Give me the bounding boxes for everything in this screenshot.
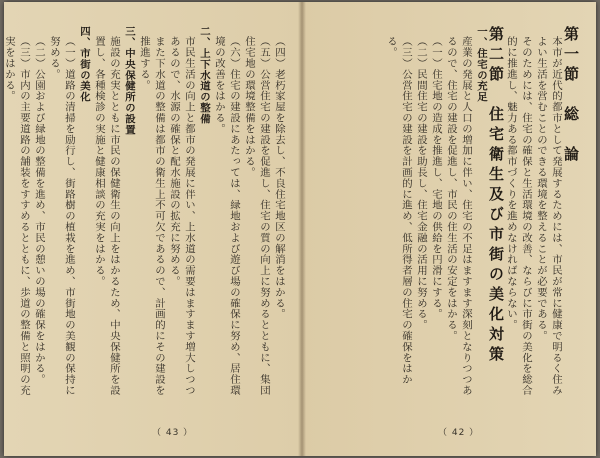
- body-paragraph: （一）道路の清掃を励行し、街路樹の植栽を進め、市街地の美観の保持に努める。: [48, 36, 75, 397]
- body-paragraph: また下水道の整備は都市の衛生上不可欠であるので、計画的にその建設を推進する。: [138, 36, 165, 397]
- subsection-heading: 二、上下水道の整備: [198, 26, 210, 125]
- subsection-heading: 三、中央保健所の設置: [123, 26, 135, 135]
- body-paragraph: 施設の充実とともに市民の保健衛生の向上をはかるため、中央保健所を設置し、各種検診の実施と健康相談の充実をはかる。: [93, 36, 120, 397]
- body-paragraph: （四）老朽家屋を除去し、不良住宅地区の解消をはかる。: [273, 36, 285, 320]
- page-number: （ 43 ）: [152, 428, 194, 438]
- body-paragraph: （三）市内の主要道路の舗装をすすめるとともに、歩道の整備と照明の充実をはかる。: [3, 36, 30, 397]
- body-paragraph: （二）公園および緑地の整備を進め、市民の憩いの場の確保をはかる。: [33, 36, 45, 386]
- body-paragraph: （二）民間住宅の建設を助長し、住宅金融の活用に努める。: [415, 36, 427, 331]
- left-page-body: [3, 26, 286, 406]
- body-paragraph: 産業の発展と人口の増加に伴い、住宅の不足はますます深刻となりつつあるので、住宅の建設を促進し、市民の住生活の安定をはかる。: [445, 36, 472, 397]
- body-paragraph: （一）住宅地の造成を推進し、宅地の供給を円滑にする。: [430, 36, 442, 320]
- chapter-title: 第一節 総 論: [562, 26, 580, 166]
- book-gutter: [298, 2, 306, 456]
- body-paragraph: そのためには、住宅の確保と生活環境の改善、ならびに市街の美化を総合的に推進し、魅力ある都市づくりを進めなければならない。: [505, 36, 532, 397]
- page-number: （ 42 ）: [438, 428, 480, 438]
- right-page: [300, 2, 596, 456]
- subsection-heading: 四、市街の美化: [78, 26, 90, 103]
- body-paragraph: 本市が近代的都市として発展するためには、市民が常に健康で明るく住みよい生活を営むことのできる環境を整えることが必要である。: [535, 36, 562, 397]
- body-paragraph: （三）公営住宅の建設を計画的に進め、低所得者層の住宅の確保をはかる。: [385, 36, 412, 386]
- body-paragraph: （五）公営住宅の建設を促進し、住宅の質の向上に努めるとともに、集団住宅地の環境整備をはかる。: [243, 36, 270, 397]
- body-paragraph: 市民生活の向上と都市の発展に伴い、上水道の需要はますます増大しつつあるので、水源の確保と配水施設の拡充に努める。: [168, 36, 195, 397]
- subsection-heading: 一、住宅の充足: [475, 26, 487, 103]
- right-page-body: [316, 26, 578, 406]
- left-page: [4, 2, 300, 456]
- book-spread: [4, 2, 596, 456]
- section-title: 第二節 住宅衛生及び市街の美化対策: [487, 26, 505, 366]
- body-paragraph: （六）住宅の建設にあたっては、緑地および遊び場の確保に努め、居住環境の改善をはかる。: [213, 36, 240, 397]
